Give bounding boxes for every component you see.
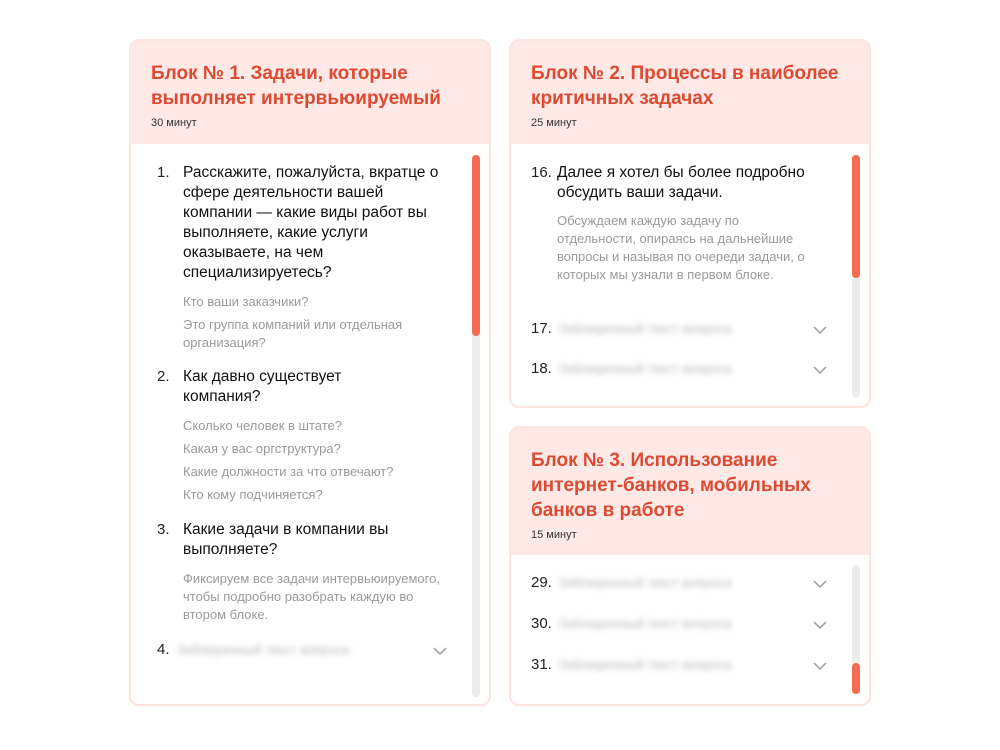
question-17-collapsed[interactable]	[531, 319, 841, 341]
question-hint: Сколько человек в штате?	[183, 418, 342, 433]
block-3-duration: 15 минут	[531, 529, 577, 541]
question-number: 3.	[157, 521, 170, 538]
scrollbar-track[interactable]	[472, 155, 480, 697]
question-hints	[557, 212, 807, 284]
question-text: Как давно существует компания?	[183, 368, 342, 405]
block-2-header	[511, 41, 869, 144]
chevron-down-icon[interactable]	[433, 646, 447, 656]
block-2-body[interactable]	[511, 144, 869, 408]
question-number: 29.	[531, 574, 552, 591]
blurred-question-text: Заблюренный текст вопроса	[559, 616, 732, 631]
question-29-collapsed[interactable]	[531, 573, 841, 595]
block-3-title: Блок № 3. Использование интернет-банков, мобильных банков в работе	[531, 450, 811, 521]
question-hints	[183, 293, 453, 352]
block-3-card	[509, 426, 871, 706]
question-text: Расскажите, пожалуйста, вкратце о сфере деятельности вашей компании — какие виды работ вы выполняете, какие услуги оказываете, на чем специализируетесь?	[183, 164, 439, 281]
question-text: Какие задачи в компании вы выполняете?	[183, 521, 389, 558]
chevron-down-icon[interactable]	[813, 325, 827, 335]
block-1-duration: 30 минут	[151, 117, 197, 129]
blurred-question-text: Заблюренный текст вопроса	[559, 361, 732, 376]
blurred-question-text: Заблюренный текст вопроса	[559, 321, 732, 336]
block-3-header	[511, 428, 869, 555]
question-number: 30.	[531, 615, 552, 632]
question-hint: Кто ваши заказчики?	[183, 294, 309, 309]
question-hint: Какая у вас оргструктура?	[183, 441, 341, 456]
block-1-title: Блок № 1. Задачи, которые выполняет интервьюируемый	[151, 63, 441, 109]
question-hints	[183, 417, 453, 504]
question-hint: Какие должности за что отвечают?	[183, 464, 394, 479]
chevron-down-icon[interactable]	[813, 620, 827, 630]
block-2-card	[509, 39, 871, 408]
scrollbar-track[interactable]	[852, 565, 860, 694]
scrollbar-track[interactable]	[852, 155, 860, 398]
question-hint: Это группа компаний или отдельная организация?	[183, 317, 403, 350]
question-number: 17.	[531, 320, 552, 337]
blurred-question-text: Заблюренный текст вопроса	[559, 657, 732, 672]
block-2-duration: 25 минут	[531, 117, 577, 129]
chevron-down-icon[interactable]	[813, 661, 827, 671]
question-31-collapsed[interactable]	[531, 655, 841, 677]
question-number: 16.	[531, 164, 552, 181]
scrollbar-thumb[interactable]	[472, 155, 480, 336]
question-30-collapsed[interactable]	[531, 614, 841, 636]
question-text: Далее я хотел бы более подробно обсудить ваши задачи.	[557, 164, 805, 201]
block-2-title: Блок № 2. Процессы в наиболее критичных задачах	[531, 63, 839, 109]
question-number: 1.	[157, 164, 170, 181]
question-hints	[183, 570, 453, 624]
blurred-question-text: Заблюренный текст вопроса	[177, 642, 350, 657]
block-1-header	[131, 41, 489, 144]
question-18-collapsed[interactable]	[531, 359, 841, 381]
question-number: 2.	[157, 368, 170, 385]
question-hint: Фиксируем все задачи интервьюируемого, чтобы подробно разобрать каждую во втором блоке.	[183, 571, 440, 622]
scrollbar-thumb[interactable]	[852, 155, 860, 278]
block-1-body[interactable]	[131, 144, 489, 706]
question-4-collapsed[interactable]	[157, 640, 457, 662]
chevron-down-icon[interactable]	[813, 579, 827, 589]
question-number: 4.	[157, 641, 170, 658]
block-3-body[interactable]	[511, 555, 869, 704]
scrollbar-thumb[interactable]	[852, 663, 860, 694]
question-hint: Обсуждаем каждую задачу по отдельности, опираясь на дальнейшие вопросы и называя по очереди задачи, о которых мы узнали в первом блоке.	[557, 213, 805, 282]
blurred-question-text: Заблюренный текст вопроса	[559, 575, 732, 590]
chevron-down-icon[interactable]	[813, 365, 827, 375]
question-number: 18.	[531, 360, 552, 377]
question-hint: Кто кому подчиняется?	[183, 487, 323, 502]
question-number: 31.	[531, 656, 552, 673]
block-1-card	[129, 39, 491, 706]
